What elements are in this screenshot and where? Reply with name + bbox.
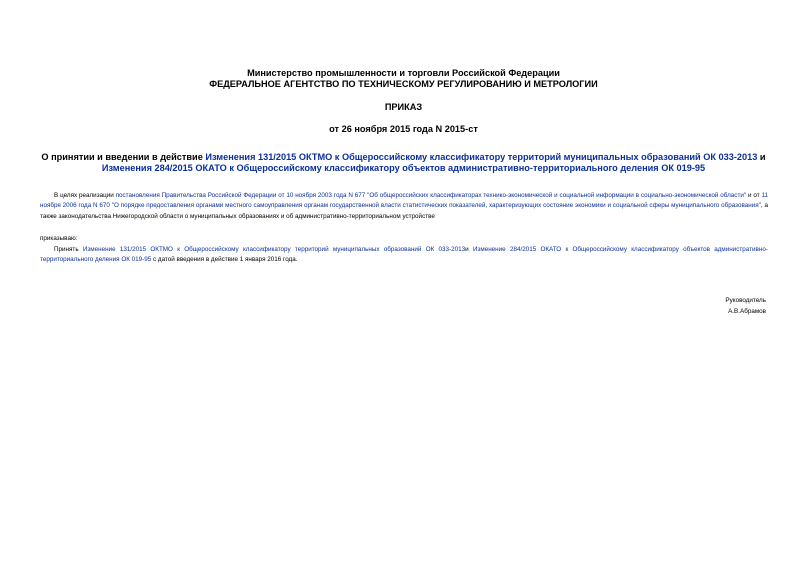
order-paragraph bbox=[40, 245, 768, 266]
ministry-name: Министерство промышленности и торговли Российской Федерации bbox=[247, 68, 560, 78]
document-title bbox=[40, 152, 767, 174]
title-link-oktmo[interactable]: Изменения 131/2015 ОКТМО к Общероссийскому классификатору территорий муниципальных образований ОК 033-2013 bbox=[205, 152, 758, 162]
signatory-name: А.В.Абрамов bbox=[728, 308, 766, 315]
agency-name: ФЕДЕРАЛЬНОЕ АГЕНТСТВО ПО ТЕХНИЧЕСКОМУ РЕГУЛИРОВАНИЮ И МЕТРОЛОГИИ bbox=[209, 79, 598, 89]
link-resolution-677[interactable]: постановления Правительства Российской Федерации от 10 ноября 2003 года N 677 "Об общероссийских классификаторах технико-экономической и социальной информации в социально-экономической области" bbox=[115, 192, 747, 199]
preamble-paragraph bbox=[40, 191, 768, 222]
title-link-okato[interactable]: Изменения 284/2015 ОКАТО к Общероссийскому классификатору объектов административно-территориального деления ОК 019-95 bbox=[101, 163, 706, 173]
link-resolution-670[interactable]: 11 ноября 2006 года N 670 "О порядке предоставления органами местного самоуправления органам государственной власти статистических показателей, характеризующих состояние экономики и социальной сферы муниципального образования" bbox=[40, 192, 768, 210]
p1-text3: , а также законодательства Нижегородской области о муниципальных образованиях и об административно-территориальном устройстве bbox=[40, 202, 768, 220]
signatory-position: Руководитель bbox=[725, 297, 766, 304]
p1-text2: и от bbox=[746, 192, 762, 199]
link-change-oktmo[interactable]: Изменение 131/2015 ОКТМО к Общероссийскому классификатору территорий муниципальных образований ОК 033-2013 bbox=[82, 246, 466, 253]
document-type: ПРИКАЗ bbox=[384, 102, 423, 112]
order-word: приказываю: bbox=[40, 235, 78, 242]
p3-text3: с датой введения в действие 1 января 2016 года. bbox=[151, 256, 298, 264]
title-prefix: О принятии и введении в действие bbox=[41, 152, 206, 162]
p3-text1: Принять bbox=[54, 246, 83, 253]
document-date-number: от 26 ноября 2015 года N 2015-ст bbox=[329, 124, 478, 134]
p3-text2: и bbox=[465, 246, 473, 253]
link-change-okato[interactable]: Изменение 284/2015 ОКАТО к Общероссийскому классификатору объектов административно-территориального деления ОК 019-95 bbox=[40, 246, 768, 264]
title-middle: и bbox=[757, 152, 766, 162]
p1-text1: В целях реализации bbox=[54, 192, 116, 199]
